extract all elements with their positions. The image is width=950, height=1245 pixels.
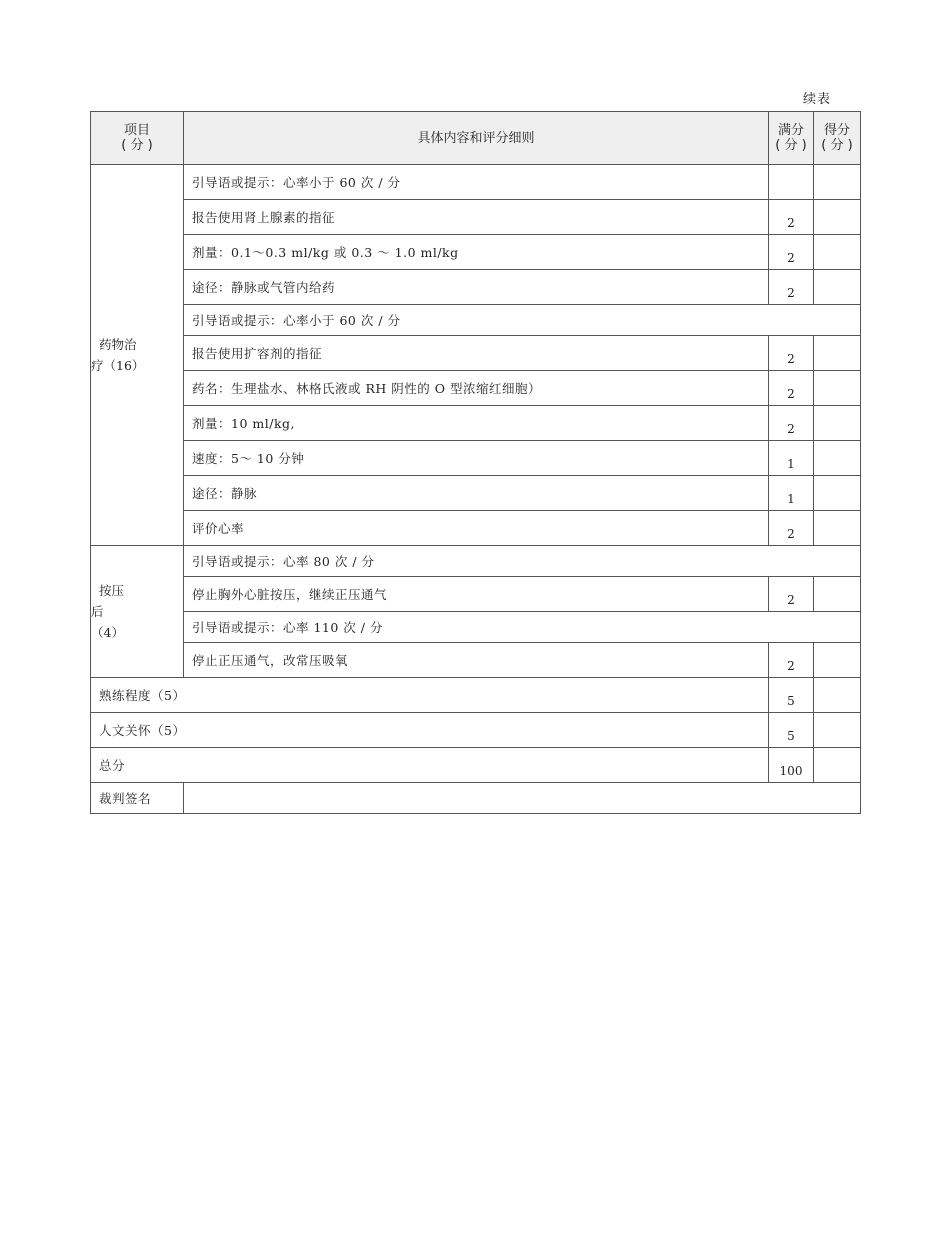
header-item: 项目 ( 分 ) bbox=[91, 112, 184, 165]
row-score-cell[interactable] bbox=[814, 336, 861, 371]
section-press-label: 按压 后 （4） bbox=[91, 546, 184, 678]
proficiency-label: 熟练程度（5） bbox=[91, 678, 769, 713]
row-content: 药名：生理盐水、林格氏液或 RH 阴性的 O 型浓缩红细胞） bbox=[184, 371, 769, 406]
row-score-cell[interactable] bbox=[814, 270, 861, 305]
row-content: 报告使用肾上腺素的指征 bbox=[184, 200, 769, 235]
row-score-cell[interactable] bbox=[814, 165, 861, 200]
row-score-cell[interactable] bbox=[814, 406, 861, 441]
row-score-cell[interactable] bbox=[814, 441, 861, 476]
table-row bbox=[91, 783, 861, 814]
scoring-table bbox=[90, 111, 861, 814]
table-row bbox=[91, 511, 861, 546]
proficiency-score-cell[interactable] bbox=[814, 678, 861, 713]
row-full-score: 2 bbox=[769, 577, 814, 612]
row-content: 报告使用扩容剂的指征 bbox=[184, 336, 769, 371]
row-score-cell[interactable] bbox=[814, 371, 861, 406]
row-content: 引导语或提示：心率小于 60 次 / 分 bbox=[184, 165, 769, 200]
section-drug-label: 药物治 疗（16） bbox=[91, 165, 184, 546]
row-content: 评价心率 bbox=[184, 511, 769, 546]
table-row bbox=[91, 235, 861, 270]
header-row bbox=[91, 112, 861, 165]
table-row bbox=[91, 305, 861, 336]
table-row bbox=[91, 200, 861, 235]
row-full-score: 2 bbox=[769, 336, 814, 371]
table-row bbox=[91, 406, 861, 441]
row-full-score: 2 bbox=[769, 270, 814, 305]
row-content: 途径：静脉 bbox=[184, 476, 769, 511]
row-score-cell[interactable] bbox=[814, 643, 861, 678]
row-full-score: 2 bbox=[769, 406, 814, 441]
table-row bbox=[91, 165, 861, 200]
row-content: 速度：5～ 10 分钟 bbox=[184, 441, 769, 476]
table-row bbox=[91, 336, 861, 371]
row-content: 剂量：10 ml/kg, bbox=[184, 406, 769, 441]
table-row bbox=[91, 546, 861, 577]
row-full-score: 2 bbox=[769, 511, 814, 546]
row-full-score: 2 bbox=[769, 643, 814, 678]
row-content: 途径：静脉或气管内给药 bbox=[184, 270, 769, 305]
table-row bbox=[91, 612, 861, 643]
continued-label: 续表 bbox=[803, 92, 832, 107]
row-content: 剂量：0.1～0.3 ml/kg 或 0.3 ～ 1.0 ml/kg bbox=[184, 235, 769, 270]
row-prompt: 引导语或提示：心率 80 次 / 分 bbox=[184, 546, 861, 577]
row-full-score: 1 bbox=[769, 476, 814, 511]
table-row bbox=[91, 713, 861, 748]
row-full-score: 2 bbox=[769, 200, 814, 235]
row-content: 停止正压通气，改常压吸氧 bbox=[184, 643, 769, 678]
row-full-score bbox=[769, 165, 814, 200]
referee-label: 裁判签名 bbox=[91, 783, 184, 814]
total-score-cell[interactable] bbox=[814, 748, 861, 783]
row-full-score: 1 bbox=[769, 441, 814, 476]
row-prompt: 引导语或提示：心率 110 次 / 分 bbox=[184, 612, 861, 643]
header-got-score: 得分 ( 分 ) bbox=[814, 112, 861, 165]
table-row bbox=[91, 441, 861, 476]
care-score-cell[interactable] bbox=[814, 713, 861, 748]
table-row bbox=[91, 270, 861, 305]
table-row bbox=[91, 678, 861, 713]
table-row bbox=[91, 748, 861, 783]
header-full-score: 满分 ( 分 ) bbox=[769, 112, 814, 165]
total-full-score: 100 bbox=[769, 748, 814, 783]
row-full-score: 2 bbox=[769, 235, 814, 270]
table-row bbox=[91, 577, 861, 612]
row-score-cell[interactable] bbox=[814, 577, 861, 612]
referee-signature-cell[interactable] bbox=[184, 783, 861, 814]
table-row bbox=[91, 643, 861, 678]
row-content: 停止胸外心脏按压，继续正压通气 bbox=[184, 577, 769, 612]
row-score-cell[interactable] bbox=[814, 476, 861, 511]
row-prompt: 引导语或提示：心率小于 60 次 / 分 bbox=[184, 305, 861, 336]
table-row bbox=[91, 476, 861, 511]
care-full-score: 5 bbox=[769, 713, 814, 748]
header-content: 具体内容和评分细则 bbox=[184, 112, 769, 165]
proficiency-full-score: 5 bbox=[769, 678, 814, 713]
row-score-cell[interactable] bbox=[814, 235, 861, 270]
row-score-cell[interactable] bbox=[814, 200, 861, 235]
row-score-cell[interactable] bbox=[814, 511, 861, 546]
row-full-score: 2 bbox=[769, 371, 814, 406]
total-label: 总分 bbox=[91, 748, 769, 783]
care-label: 人文关怀（5） bbox=[91, 713, 769, 748]
table-row bbox=[91, 371, 861, 406]
